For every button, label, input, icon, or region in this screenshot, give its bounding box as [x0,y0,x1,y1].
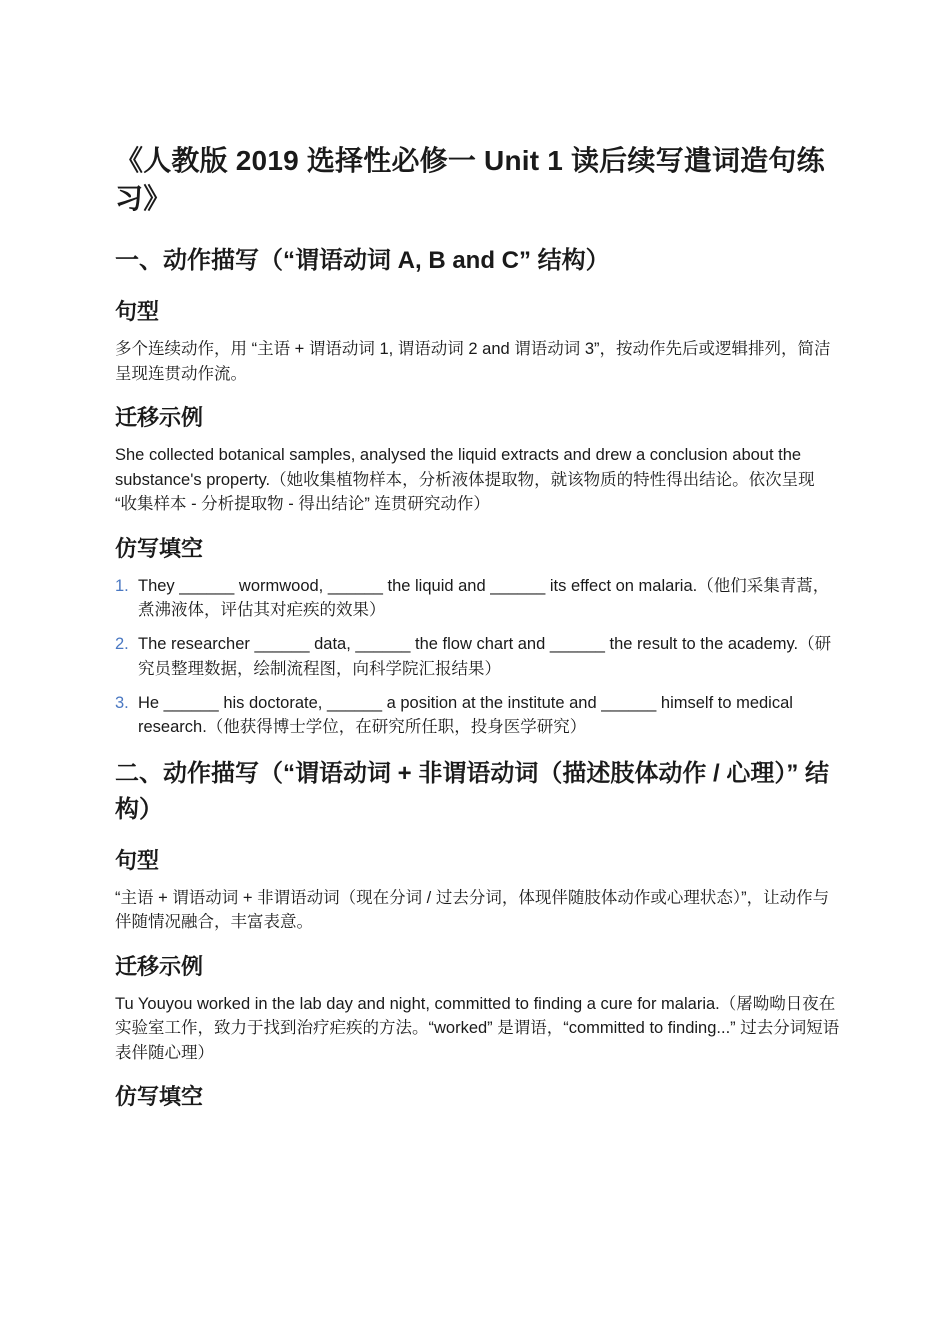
section-2-pattern-heading: 句型 [115,847,160,873]
section-2-heading: 二、动作描写（“谓语动词 + 非谓语动词（描述肢体动作 / 心理）” 结构） [115,759,830,823]
document-title: 《人教版 2019 选择性必修一 Unit 1 读后续写遣词造句练习》 [115,145,825,214]
exercise-number: 1. [115,576,129,595]
section-1-example-text: She collected botanical samples, analysed the liquid extracts and drew a conclusion about the substance's property.（她收集植物样本，分析液体提取物，就该物质的特性得出结论。依次呈现 “收集样本 - 分析提取物 - 得出结论” 连贯研究动作） [115,446,815,513]
exercise-number: 3. [115,693,129,712]
exercise-text: He ______ his doctorate, ______ a position at the institute and ______ himself to medical research.（他获得博士学位，在研究所任职，投身医学研究） [138,693,793,736]
section-2-pattern-text: “主语 + 谓语动词 + 非谓语动词（现在分词 / 过去分词，体现伴随肢体动作或心理状态）”，让动作与伴随情况融合，丰富表意。 [115,888,830,931]
section-1-heading: 一、动作描写（“谓语动词 A, B and C” 结构） [115,247,610,274]
exercise-item [115,574,840,623]
section-2-example-text: Tu Youyou worked in the lab day and night, committed to finding a cure for malaria.（屠呦呦日夜在实验室工作，致力于找到治疗疟疾的方法。“worked” 是谓语，“committed to finding...” 过去分词短语表伴随心理） [115,994,840,1062]
exercise-item [115,632,840,681]
section-2-exercise-heading: 仿写填空 [115,1084,204,1109]
section-1-exercise-list [115,574,840,740]
section-1-pattern-heading: 句型 [115,299,160,324]
exercise-number: 2. [115,635,129,653]
section-1-example-heading: 迁移示例 [115,405,204,430]
section-2-example-heading: 迁移示例 [115,953,204,979]
exercise-text: They ______ wormwood, ______ the liquid and ______ its effect on malaria.（他们采集青蒿，煮沸液体，评估其对疟疾的效果） [138,576,830,619]
section-1-exercise-heading: 仿写填空 [115,535,204,561]
section-1-pattern-text: 多个连续动作，用 “主语 + 谓语动词 1, 谓语动词 2 and 谓语动词 3”，按动作先后或逻辑排列，简洁呈现连贯动作流。 [115,340,831,383]
exercise-text: The researcher ______ data, ______ the flow chart and ______ the result to the academy.（研究员整理数据，绘制流程图，向科学院汇报结果） [138,635,832,678]
document-content [115,142,840,1112]
exercise-item [115,691,840,740]
